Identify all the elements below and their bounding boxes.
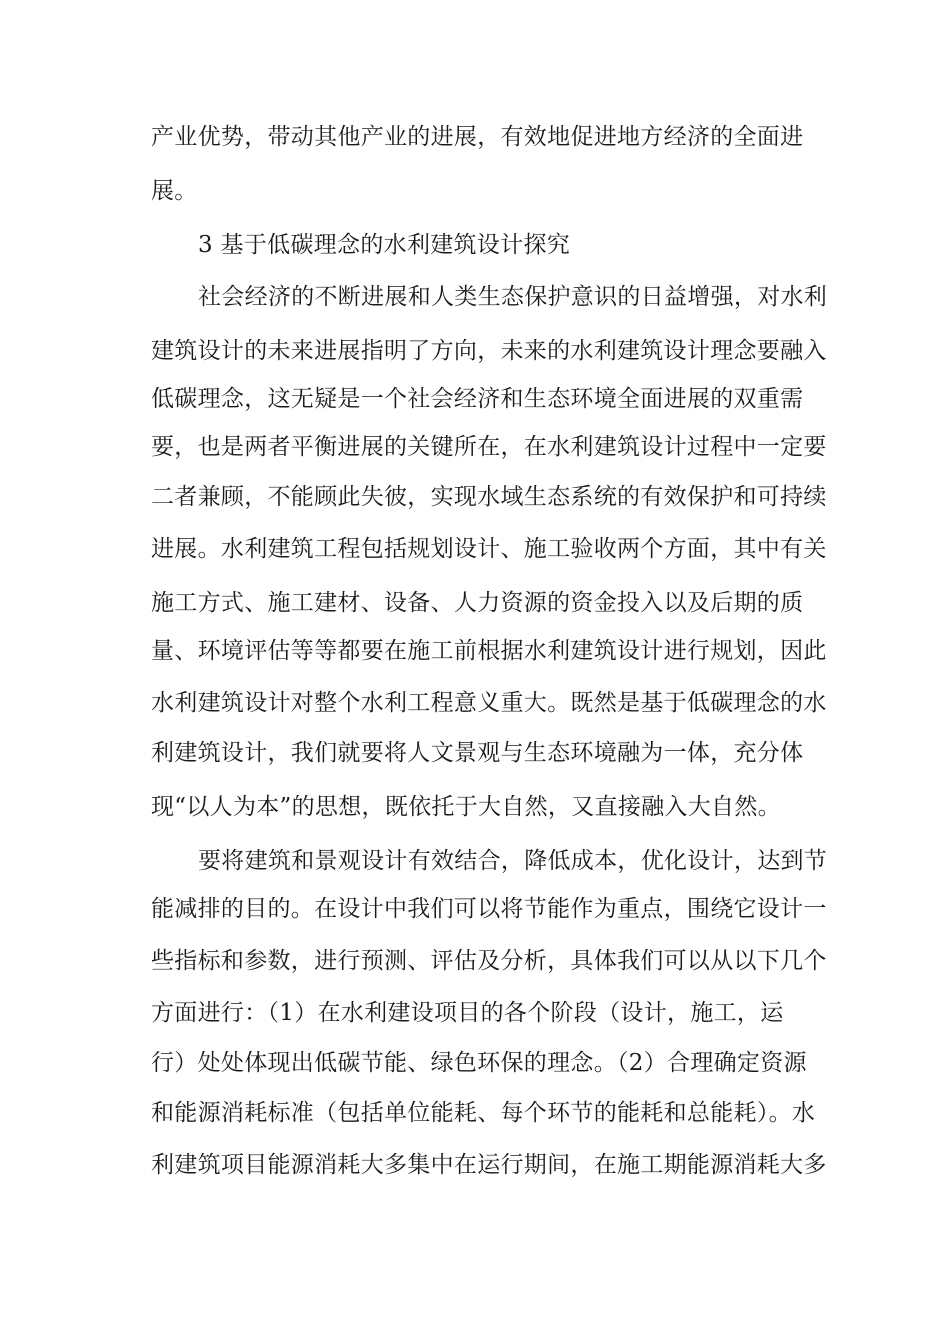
section-heading: 3 基于低碳理念的水利建筑设计探究 xyxy=(198,232,571,258)
text-line: 进展。水利建筑工程包括规划设计、施工验收两个方面，其中有关 xyxy=(151,536,827,562)
text-line: 产业优势，带动其他产业的进展，有效地促进地方经济的全面进 xyxy=(151,124,804,150)
text-line: 要，也是两者平衡进展的关键所在，在水利建筑设计过程中一定要 xyxy=(151,434,827,460)
paragraph-first-line: 要将建筑和景观设计有效结合，降低成本，优化设计，达到节 xyxy=(198,848,828,874)
text-line: 行）处处体现出低碳节能、绿色环保的理念。（2）合理确定资源 xyxy=(151,1050,807,1076)
paragraph-first-line: 社会经济的不断进展和人类生态保护意识的日益增强，对水利 xyxy=(198,284,828,310)
text-line: 施工方式、施工建材、设备、人力资源的资金投入以及后期的质 xyxy=(151,590,804,616)
text-line: 建筑设计的未来进展指明了方向，未来的水利建筑设计理念要融入 xyxy=(151,338,827,364)
text-line: 展。 xyxy=(151,178,198,204)
text-line: 利建筑设计，我们就要将人文景观与生态环境融为一体，充分体 xyxy=(151,740,804,766)
text-line: 低碳理念，这无疑是一个社会经济和生态环境全面进展的双重需 xyxy=(151,386,804,412)
text-line: 二者兼顾，不能顾此失彼，实现水域生态系统的有效保护和可持续 xyxy=(151,484,827,510)
text-line: 利建筑项目能源消耗大多集中在运行期间，在施工期能源消耗大多 xyxy=(151,1152,827,1178)
text-line: 些指标和参数，进行预测、评估及分析，具体我们可以从以下几个 xyxy=(151,948,827,974)
text-line: 量、环境评估等等都要在施工前根据水利建筑设计进行规划，因此 xyxy=(151,638,827,664)
text-line: 水利建筑设计对整个水利工程意义重大。既然是基于低碳理念的水 xyxy=(151,690,827,716)
text-line: 现“以人为本”的思想，既依托于大自然，又直接融入大自然。 xyxy=(151,794,781,820)
text-line: 和能源消耗标准（包括单位能耗、每个环节的能耗和总能耗）。水 xyxy=(151,1100,816,1126)
text-line: 能减排的目的。在设计中我们可以将节能作为重点，围绕它设计一 xyxy=(151,896,827,922)
text-line: 方面进行：（1）在水利建设项目的各个阶段（设计，施工，运 xyxy=(151,1000,784,1026)
